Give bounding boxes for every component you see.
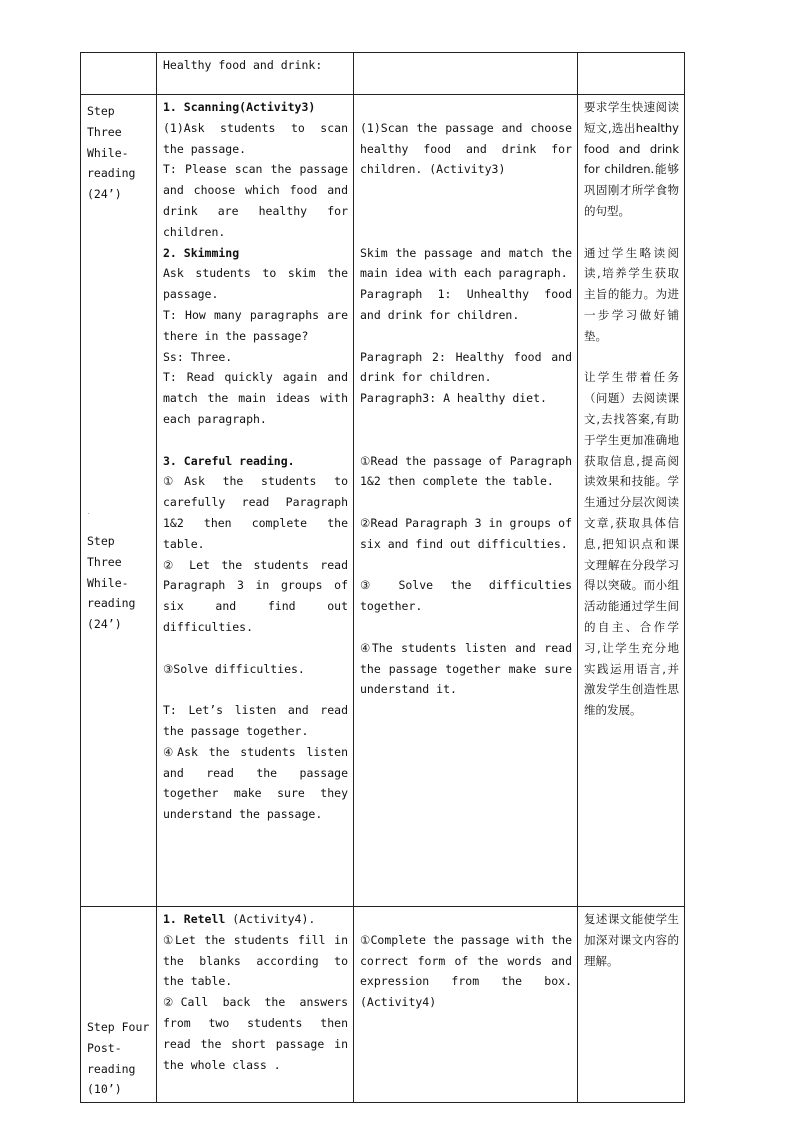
stray-mark: . [87,508,91,516]
student-scan-activity: (1)Scan the passage and choose healthy food and drink for children. (Activity3) [360,120,572,177]
step-duration: (10’) [87,1082,122,1097]
purpose-cell [578,907,685,1103]
paragraph3-main-idea: Paragraph3: A healthy diet. [360,391,547,406]
step-phase-b: reading [87,166,136,181]
step-duration: (24’) [87,617,122,632]
step-number: Three [87,124,122,139]
healthy-food-heading: Healthy food and drink: [163,58,323,72]
student-activity-cell [354,907,578,1103]
step-phase-b: reading [87,596,136,611]
retell-step1: ①Let the students fill in the blanks according to the table. [163,932,348,989]
skimming-question: T: How many paragraphs are there in the passage? [163,307,348,343]
purpose-scanning: 要求学生快速阅读短文,选出healthy food and drink for children.能够巩固刚才所学食物的句型。 [584,100,679,218]
step-cell-step-three [81,95,157,907]
student-skim-activity: Skim the passage and match the main idea with each paragraph. [360,245,572,281]
student-complete-passage: ①Complete the passage with the correct form of the words and expression from the box. (Activity4) [360,932,572,1010]
purpose-cell-empty [578,53,685,95]
student-solve-difficulties: ③ Solve the difficulties together. [360,578,572,614]
retell-title: 1. Retell [163,912,226,926]
student-listen-read: ④The students listen and read the passage together make sure understand it. [360,640,572,697]
step-cell-empty [81,53,157,95]
step-word: Step Four [87,1020,150,1034]
skimming-title: 2. Skimming [163,245,240,260]
student-group-reading: ②Read Paragraph 3 in groups of six and find out difficulties. [360,515,572,551]
purpose-careful-reading: 让学生带着任务（问题）去阅读课文,去找答案,有助于学生更加准确地获取信息,提高阅读效果和技能。学生通过分层次阅读文章,获取具体信息,把知识点和课文理解在分段学习得以突破。而小组活动能通过学生间的自主、合作学习,让学生充分地实践运用语言,并激发学生创造性思维的发展。 [584,370,679,718]
step-phase-b: reading [87,1061,136,1076]
purpose-retell: 复述课文能使学生加深对课文内容的理解。 [584,912,679,968]
skimming-answer: Ss: Three. [163,349,233,364]
step-number: Three [87,554,122,569]
careful-reading-title: 3. Careful reading. [163,453,295,468]
step-word: Step [87,533,115,548]
scanning-instruction: (1)Ask students to scan the passage. [163,120,348,156]
teacher-activity-cell [157,53,354,95]
step-phase-a: Post- [87,1040,122,1055]
step-cell-step-four [81,907,157,1103]
scanning-teacher-line: T: Please scan the passage and choose which food and drink are healthy for children. [163,162,348,239]
careful-reading-step2: ② Let the students read Paragraph 3 in groups of six and find out difficulties. [163,557,348,634]
careful-reading-step1: ①Ask the students to carefully read Paragraph 1&2 then complete the table. [163,474,348,551]
step-label-bottom [87,531,151,635]
step-label-top [87,97,151,205]
teacher-activity-cell [157,95,354,907]
skimming-teacher-line: T: Read quickly again and match the main ideas with each paragraph. [163,370,348,426]
table-row-continuation [81,53,685,95]
listen-teacher-line: T: Let’s listen and read the passage together. [163,703,348,738]
careful-reading-step4: ④Ask the students listen and read the passage together make sure they understand the passage. [163,744,348,822]
skimming-instruction: Ask students to skim the passage. [163,266,348,302]
student-read-paragraphs: ①Read the passage of Paragraph 1&2 then complete the table. [360,453,572,489]
paragraph1-main-idea: Paragraph 1: Unhealthy food and drink for children. [360,287,572,322]
retell-title-line [163,909,348,930]
step-duration: (24’) [87,187,122,202]
step-label-four [87,909,151,1100]
student-activity-cell-empty [354,53,578,95]
step-word: Step [87,104,115,118]
retell-step2: ②Call back the answers from two students then read the short passage in the whole class . [163,995,348,1072]
step-phase-a: While- [87,575,129,590]
lesson-plan-table [80,52,685,1103]
retell-activity-ref: (Activity4). [225,912,316,926]
table-row-step-three [81,95,685,907]
step-phase-a: While- [87,145,129,160]
purpose-cell [578,95,685,907]
teacher-activity-cell [157,907,354,1103]
table-row-step-four [81,907,685,1103]
purpose-skimming: 通过学生略读阅读,培养学生获取主旨的能力。为进一步学习做好铺垫。 [584,245,679,343]
careful-reading-step3: ③Solve difficulties. [163,661,305,676]
scanning-title: 1. Scanning(Activity3) [163,100,316,114]
paragraph2-main-idea: Paragraph 2: Healthy food and drink for children. [360,349,572,385]
student-activity-cell [354,95,578,907]
